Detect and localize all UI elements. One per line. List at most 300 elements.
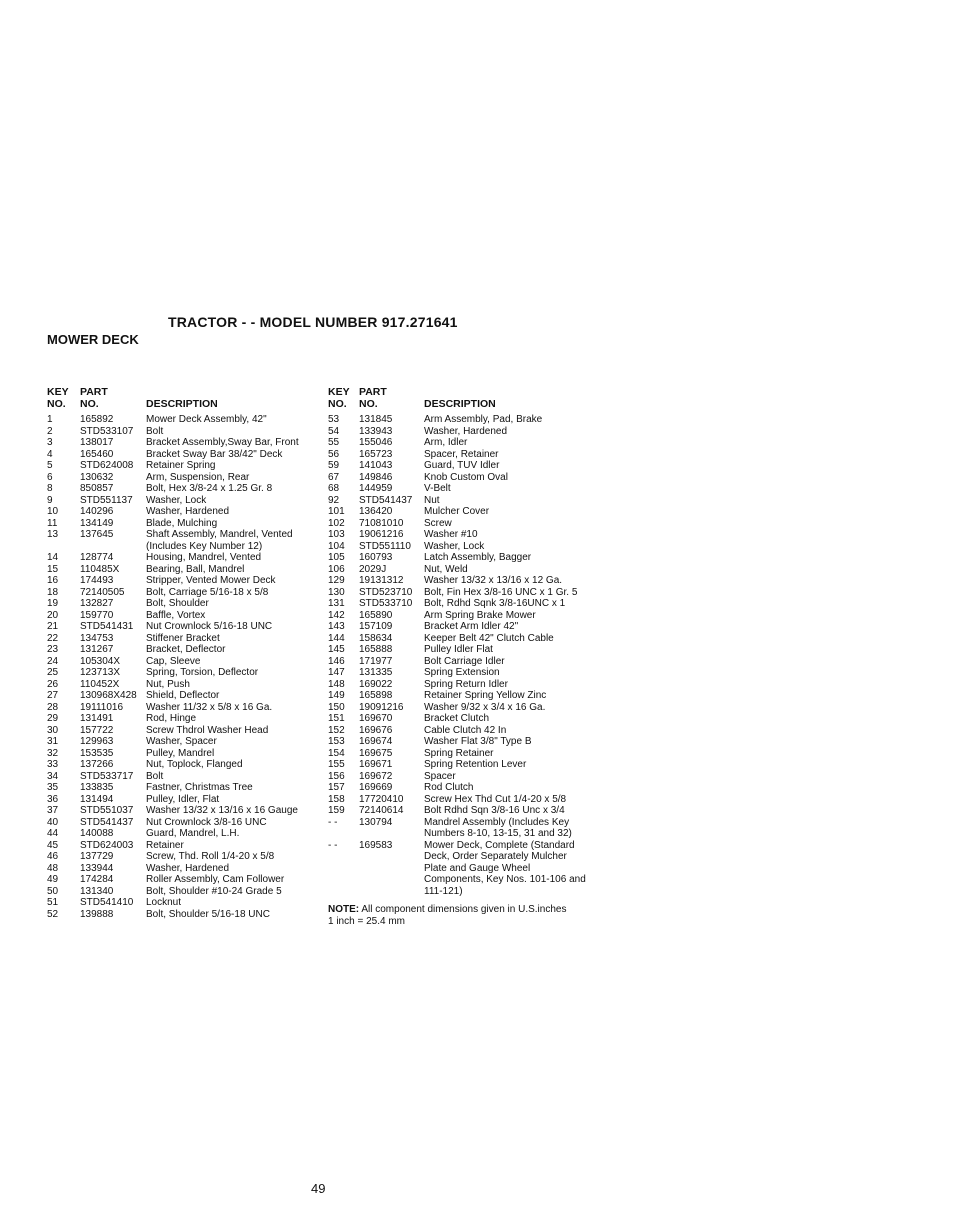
part-number: 169674 xyxy=(359,736,393,747)
part-description: Screw, Thd. Roll 1/4-20 x 5/8 xyxy=(146,851,275,862)
part-description: Cable Clutch 42 In xyxy=(424,724,507,736)
key-number: 101 xyxy=(328,506,345,517)
table-row xyxy=(47,506,315,518)
part-description: Latch Assembly, Bagger xyxy=(424,552,532,563)
key-number: 51 xyxy=(47,897,59,908)
table-row xyxy=(328,598,588,610)
part-description: Nut Crownlock 5/16-18 UNC xyxy=(146,621,273,632)
part-description: Washer, Lock xyxy=(424,540,485,552)
note-label: NOTE: xyxy=(328,904,360,915)
table-row xyxy=(328,782,588,794)
table-row xyxy=(47,771,315,783)
part-number: 159770 xyxy=(80,609,114,621)
key-header-bottom: NO. xyxy=(328,398,347,410)
part-description: Bolt, Hex 3/8-24 x 1.25 Gr. 8 xyxy=(146,483,273,494)
part-number: STD551110 xyxy=(359,540,411,552)
part-description: Washer, Hardened xyxy=(424,425,508,437)
part-description: Guard, Mandrel, L.H. xyxy=(146,828,240,839)
table-row xyxy=(328,575,588,587)
table-row xyxy=(47,702,315,714)
part-description: Pulley, Mandrel xyxy=(146,747,215,759)
part-description: Bolt Carriage Idler xyxy=(424,655,505,667)
part-description: Stripper, Vented Mower Deck xyxy=(146,575,276,586)
key-number: 13 xyxy=(47,529,59,540)
key-number: 151 xyxy=(328,713,345,724)
part-number: 137729 xyxy=(80,851,114,862)
table-row xyxy=(328,449,588,461)
parts-list-right xyxy=(328,387,588,927)
key-number: 145 xyxy=(328,644,345,655)
key-number: 156 xyxy=(328,770,345,782)
key-number: 153 xyxy=(328,736,345,747)
part-description: Bolt, Rdhd Sqnk 3/8-16UNC x 1 xyxy=(424,598,566,609)
part-number: 141043 xyxy=(359,460,393,471)
part-number: 169670 xyxy=(359,713,393,724)
part-description: Nut xyxy=(424,494,440,506)
key-number: 159 xyxy=(328,805,345,816)
part-description: Bracket Arm Idler 42" xyxy=(424,621,519,632)
part-description: Rod, Hinge xyxy=(146,713,197,724)
key-number: 68 xyxy=(328,483,340,494)
key-number: 1 xyxy=(47,414,53,425)
table-row xyxy=(47,851,315,863)
key-number: 33 xyxy=(47,759,59,770)
key-number: - - xyxy=(328,816,338,828)
key-number: 44 xyxy=(47,828,59,839)
part-description: Bolt xyxy=(146,770,164,782)
table-row xyxy=(328,621,588,633)
table-row xyxy=(47,483,315,495)
part-description: Washer 13/32 x 13/16 x 16 Gauge xyxy=(146,805,298,816)
table-row xyxy=(47,529,315,552)
part-number: 19061216 xyxy=(359,529,404,540)
part-description: Spacer xyxy=(424,770,456,782)
part-number: 72140505 xyxy=(80,586,125,598)
table-row xyxy=(47,679,315,691)
key-number: 14 xyxy=(47,552,59,563)
part-description: Guard, TUV Idler xyxy=(424,460,500,471)
table-row xyxy=(47,610,315,622)
part-number: 153535 xyxy=(80,747,114,759)
part-description: Screw xyxy=(424,517,452,529)
part-number: 2029J xyxy=(359,563,387,575)
key-number: 28 xyxy=(47,701,59,713)
table-row xyxy=(328,541,588,553)
part-description: Bracket Assembly,Sway Bar, Front xyxy=(146,437,299,448)
part-number: STD533107 xyxy=(80,425,134,437)
part-number: STD624003 xyxy=(80,839,134,851)
part-description: Locknut xyxy=(146,897,182,908)
part-header-top: PART xyxy=(359,386,387,398)
key-number: 52 xyxy=(47,908,59,920)
part-description: Retainer Spring Yellow Zinc xyxy=(424,690,547,701)
part-number: 165892 xyxy=(80,414,114,425)
part-description: Bracket Clutch xyxy=(424,713,490,724)
part-header-bottom: NO. xyxy=(359,398,378,410)
key-number: 30 xyxy=(47,724,59,736)
part-number: 158634 xyxy=(359,632,393,644)
part-description: Mandrel Assembly (Includes Key Numbers 8-10, 13-15, 31 and 32) xyxy=(424,816,572,839)
table-row xyxy=(47,598,315,610)
key-number: 146 xyxy=(328,655,345,667)
table-row xyxy=(328,587,588,599)
table-row xyxy=(328,817,588,840)
part-number: STD551137 xyxy=(80,494,133,506)
part-number: 133944 xyxy=(80,862,114,874)
table-row xyxy=(328,506,588,518)
part-description: Bolt, Shoulder 5/16-18 UNC xyxy=(146,908,270,920)
table-row xyxy=(47,886,315,898)
key-number: 36 xyxy=(47,793,59,805)
part-description: Washer, Hardened xyxy=(146,862,230,874)
key-number: 54 xyxy=(328,425,340,437)
part-number: 165888 xyxy=(359,644,393,655)
part-header-top: PART xyxy=(80,386,108,398)
page-number: 49 xyxy=(311,1181,326,1196)
key-number: 103 xyxy=(328,529,345,540)
table-row xyxy=(47,656,315,668)
part-description: Spring Retention Lever xyxy=(424,759,527,770)
table-row xyxy=(328,713,588,725)
part-number: STD541410 xyxy=(80,897,134,908)
key-number: 40 xyxy=(47,816,59,828)
part-number: 171977 xyxy=(359,655,393,667)
key-number: 25 xyxy=(47,667,59,678)
table-row xyxy=(47,460,315,472)
part-number: 157109 xyxy=(359,621,393,632)
part-description: Washer 9/32 x 3/4 x 16 Ga. xyxy=(424,701,546,713)
part-number: 165890 xyxy=(359,609,393,621)
key-number: 37 xyxy=(47,805,59,816)
part-number: 131494 xyxy=(80,793,114,805)
table-row xyxy=(328,679,588,691)
table-row xyxy=(47,552,315,564)
table-row xyxy=(47,644,315,656)
key-number: 29 xyxy=(47,713,59,724)
part-description: Bolt Rdhd Sqn 3/8-16 Unc x 3/4 xyxy=(424,805,565,816)
key-number: 46 xyxy=(47,851,59,862)
table-row xyxy=(328,483,588,495)
key-number: 11 xyxy=(47,517,58,529)
table-row xyxy=(47,874,315,886)
part-number: STD551037 xyxy=(80,805,134,816)
part-number: 165460 xyxy=(80,448,114,460)
part-number: STD541437 xyxy=(80,816,134,828)
table-row xyxy=(328,460,588,472)
key-number: 32 xyxy=(47,747,59,759)
table-row xyxy=(47,495,315,507)
part-number: 138017 xyxy=(80,437,114,448)
description-header: DESCRIPTION xyxy=(424,398,496,410)
part-number: 105304X xyxy=(80,655,121,667)
table-row xyxy=(328,437,588,449)
part-number: 131335 xyxy=(359,667,393,678)
key-number: 27 xyxy=(47,690,59,701)
table-row xyxy=(328,805,588,817)
part-description: Spring Return Idler xyxy=(424,678,508,690)
part-number: STD624008 xyxy=(80,460,134,471)
table-row xyxy=(47,794,315,806)
part-description: Spring Extension xyxy=(424,667,500,678)
table-row xyxy=(328,564,588,576)
part-description: Washer, Hardened xyxy=(146,506,230,517)
part-number: 136420 xyxy=(359,506,393,517)
key-number: 155 xyxy=(328,759,345,770)
part-description: Nut, Weld xyxy=(424,563,468,575)
part-number: 130794 xyxy=(359,816,393,828)
key-number: 50 xyxy=(47,885,59,897)
table-row xyxy=(47,736,315,748)
part-number: 130968X428 xyxy=(80,690,137,701)
part-number: 128774 xyxy=(80,552,114,563)
key-number: 152 xyxy=(328,724,345,736)
key-number: 45 xyxy=(47,839,59,851)
page-title: TRACTOR - - MODEL NUMBER 917.271641 xyxy=(168,314,458,330)
part-number: STD533710 xyxy=(359,598,413,609)
part-number: 149846 xyxy=(359,471,393,483)
part-description: Nut, Push xyxy=(146,678,190,690)
table-row xyxy=(47,817,315,829)
table-row xyxy=(328,690,588,702)
part-description: Retainer xyxy=(146,839,184,851)
part-description: Stiffener Bracket xyxy=(146,632,220,644)
key-number: 10 xyxy=(47,506,59,517)
part-description: Spring, Torsion, Deflector xyxy=(146,667,259,678)
table-row xyxy=(47,713,315,725)
table-row xyxy=(47,633,315,645)
table-row xyxy=(47,690,315,702)
part-number: 110485X xyxy=(80,563,120,575)
part-number: 139888 xyxy=(80,908,114,920)
column-headers xyxy=(47,387,315,414)
part-number: 19131312 xyxy=(359,575,404,586)
key-number: 157 xyxy=(328,782,345,793)
table-row xyxy=(47,909,315,921)
parts-list-left xyxy=(47,387,315,920)
part-description: Arm Spring Brake Mower xyxy=(424,609,536,621)
key-number: 26 xyxy=(47,678,59,690)
table-row xyxy=(328,518,588,530)
part-number: 17720410 xyxy=(359,793,404,805)
part-number: 165898 xyxy=(359,690,393,701)
part-number: 131491 xyxy=(80,713,114,724)
table-row xyxy=(47,449,315,461)
table-row xyxy=(47,863,315,875)
part-number: STD533717 xyxy=(80,770,134,782)
key-number: 106 xyxy=(328,563,345,575)
key-number: 23 xyxy=(47,644,59,655)
key-number: 142 xyxy=(328,609,345,621)
part-number: 850857 xyxy=(80,483,114,494)
key-header-bottom: NO. xyxy=(47,398,66,410)
key-number: 150 xyxy=(328,701,345,713)
key-number: 19 xyxy=(47,598,59,609)
part-number: STD541437 xyxy=(359,494,413,506)
note-text: All component dimensions given in U.S.inches xyxy=(361,904,567,915)
table-row xyxy=(328,725,588,737)
part-description: Mower Deck, Complete (Standard Deck, Order Separately Mulcher Plate and Gauge Wheel Components, Key Nos. 101-106 and 111-121) xyxy=(424,839,586,897)
part-description: Cap, Sleeve xyxy=(146,655,201,667)
table-row xyxy=(328,771,588,783)
part-number: 160793 xyxy=(359,552,393,563)
table-row xyxy=(328,702,588,714)
key-number: 24 xyxy=(47,655,59,667)
table-row xyxy=(47,518,315,530)
table-row xyxy=(328,736,588,748)
key-number: 5 xyxy=(47,460,53,471)
part-description: Roller Assembly, Cam Follower xyxy=(146,874,285,885)
part-number: 133835 xyxy=(80,782,114,793)
part-number: 130632 xyxy=(80,471,114,483)
part-description: Screw Thdrol Washer Head xyxy=(146,724,269,736)
key-number: 67 xyxy=(328,471,340,483)
table-row xyxy=(328,414,588,426)
table-row xyxy=(47,472,315,484)
part-description: Washer 13/32 x 13/16 x 12 Ga. xyxy=(424,575,563,586)
part-description: Washer, Lock xyxy=(146,494,207,506)
key-number: 4 xyxy=(47,448,53,460)
table-row xyxy=(47,426,315,438)
table-row xyxy=(47,564,315,576)
key-number: 6 xyxy=(47,471,53,483)
part-description: Bracket Sway Bar 38/42" Deck xyxy=(146,448,283,460)
table-row xyxy=(47,414,315,426)
part-number: 165723 xyxy=(359,448,393,460)
table-row xyxy=(328,495,588,507)
part-number: 169675 xyxy=(359,747,393,759)
part-header-bottom: NO. xyxy=(80,398,99,410)
table-row xyxy=(328,667,588,679)
key-number: 22 xyxy=(47,632,59,644)
part-number: 19111016 xyxy=(80,701,124,713)
key-number: 147 xyxy=(328,667,345,678)
key-number: 18 xyxy=(47,586,59,598)
table-row xyxy=(47,805,315,817)
part-description: Spacer, Retainer xyxy=(424,448,499,460)
table-row xyxy=(328,794,588,806)
part-description: Keeper Belt 42" Clutch Cable xyxy=(424,632,554,644)
key-number: 55 xyxy=(328,437,340,448)
part-description: Baffle, Vortex xyxy=(146,609,206,621)
key-number: 8 xyxy=(47,483,53,494)
part-number: 131267 xyxy=(80,644,114,655)
part-number: 137266 xyxy=(80,759,114,770)
key-number: 143 xyxy=(328,621,345,632)
part-description: Housing, Mandrel, Vented xyxy=(146,552,262,563)
part-description: Nut, Toplock, Flanged xyxy=(146,759,243,770)
table-row xyxy=(47,575,315,587)
part-description: Pulley Idler Flat xyxy=(424,644,493,655)
part-number: 129963 xyxy=(80,736,114,747)
part-description: Rod Clutch xyxy=(424,782,474,793)
key-number: 3 xyxy=(47,437,53,448)
table-row xyxy=(47,621,315,633)
key-number: 129 xyxy=(328,575,345,586)
key-number: 15 xyxy=(47,563,59,575)
key-number: 31 xyxy=(47,736,59,747)
table-row xyxy=(328,529,588,541)
table-row xyxy=(47,587,315,599)
part-description: Shaft Assembly, Mandrel, Vented (Includes Key Number 12) xyxy=(146,529,293,552)
part-description: Spring Retainer xyxy=(424,747,494,759)
table-row xyxy=(47,437,315,449)
part-number: 133943 xyxy=(359,425,393,437)
part-description: Blade, Mulching xyxy=(146,517,218,529)
table-row xyxy=(47,782,315,794)
part-description: Bolt, Fin Hex 3/8-16 UNC x 1 Gr. 5 xyxy=(424,586,578,598)
dimension-note xyxy=(328,904,588,927)
table-row xyxy=(328,644,588,656)
part-number: 110452X xyxy=(80,678,120,690)
key-number: 144 xyxy=(328,632,345,644)
part-number: 72140614 xyxy=(359,805,404,816)
part-description: Bolt xyxy=(146,425,164,437)
column-headers xyxy=(328,387,588,414)
table-row xyxy=(47,748,315,760)
table-row xyxy=(328,633,588,645)
part-description: Retainer Spring xyxy=(146,460,216,471)
key-number: 48 xyxy=(47,862,59,874)
part-description: Arm, Suspension, Rear xyxy=(146,471,250,483)
key-number: 130 xyxy=(328,586,345,598)
part-description: Arm Assembly, Pad, Brake xyxy=(424,414,543,425)
section-title: MOWER DECK xyxy=(47,332,139,347)
part-number: 174493 xyxy=(80,575,114,586)
part-description: Washer Flat 3/8" Type B xyxy=(424,736,532,747)
part-number: 169022 xyxy=(359,678,393,690)
table-row xyxy=(328,472,588,484)
key-number: 104 xyxy=(328,540,345,552)
part-description: Bolt, Carriage 5/16-18 x 5/8 xyxy=(146,586,269,598)
part-description: Shield, Deflector xyxy=(146,690,220,701)
part-description: Bolt, Shoulder #10-24 Grade 5 xyxy=(146,885,282,897)
part-number: 169676 xyxy=(359,724,393,736)
part-description: Bracket, Deflector xyxy=(146,644,226,655)
note-conversion: 1 inch = 25.4 mm xyxy=(328,915,405,927)
part-number: 169583 xyxy=(359,839,393,851)
part-number: 71081010 xyxy=(359,517,404,529)
key-number: 35 xyxy=(47,782,59,793)
key-number: 56 xyxy=(328,448,340,460)
part-description: Washer 11/32 x 5/8 x 16 Ga. xyxy=(146,701,273,713)
part-number: 140088 xyxy=(80,828,114,839)
key-number: 49 xyxy=(47,874,59,885)
part-number: STD523710 xyxy=(359,586,413,598)
part-number: 123713X xyxy=(80,667,121,678)
key-header-top: KEY xyxy=(328,386,350,398)
table-row xyxy=(47,759,315,771)
part-number: 169671 xyxy=(359,759,393,770)
key-number: 102 xyxy=(328,517,345,529)
table-row xyxy=(328,610,588,622)
key-number: 20 xyxy=(47,609,59,621)
part-number: 137645 xyxy=(80,529,114,540)
part-description: Washer #10 xyxy=(424,529,478,540)
part-number: 157722 xyxy=(80,724,114,736)
part-description: Pulley, Idler, Flat xyxy=(146,793,220,805)
part-number: STD541431 xyxy=(80,621,134,632)
part-number: 155046 xyxy=(359,437,393,448)
part-number: 134149 xyxy=(80,517,114,529)
key-number: 53 xyxy=(328,414,340,425)
key-number: 105 xyxy=(328,552,345,563)
table-row xyxy=(47,725,315,737)
parts-rows xyxy=(328,414,588,897)
part-description: Bearing, Ball, Mandrel xyxy=(146,563,245,575)
key-number: 59 xyxy=(328,460,340,471)
table-row xyxy=(328,748,588,760)
key-number: 149 xyxy=(328,690,345,701)
